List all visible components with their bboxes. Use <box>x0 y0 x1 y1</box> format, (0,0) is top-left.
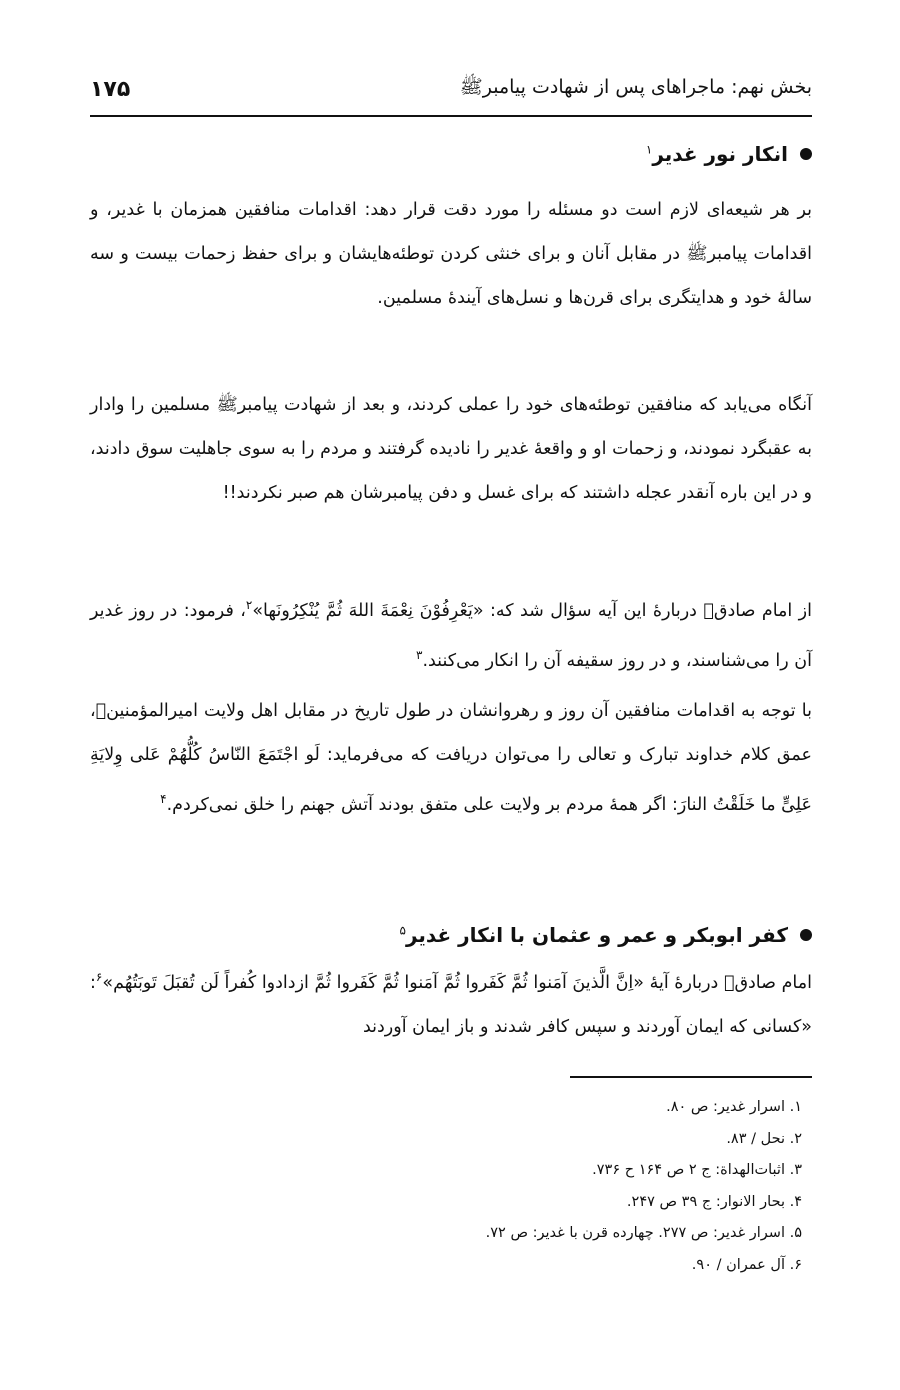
footnote-item: ۴. بحار الانوار: ج ۳۹ ص ۲۴۷. <box>626 1193 802 1210</box>
bullet-icon <box>800 148 812 160</box>
header-divider <box>90 115 812 117</box>
section-heading-disbelief <box>90 923 812 947</box>
bullet-icon <box>800 929 812 941</box>
paragraph-4: با توجه به اقدامات منافقین آن روز و رهروانشان در طول تاریخ در مقابل اهل ولایت امیرالمؤمنینؑ، عمق کلام خداوند تبارک و تعالی را می‌توان دریافت که می‌فرماید: لَو اجْتَمَعَ النّاسُ کُلُّهُمْ عَلی وِلایَةِ عَلِیٍّ ما خَلَقْتُ النارَ: اگر همهٔ مردم بر ولایت علی متفق بودند آتش جهنم را خلق نمی‌کردم.$^۴$ <box>90 701 812 815</box>
heading-text: کفر ابوبکر و عمر و عثمان با انکار غدیر$^۵$ <box>399 923 788 947</box>
footnote-item: ۳. اثبات‌الهداة: ج ۲ ص ۱۶۴ ح ۷۳۶. <box>592 1162 802 1178</box>
footnote-ref: ۴ <box>160 792 167 806</box>
footnote-ref: ۶ <box>95 970 103 984</box>
footnote-item: ۲. نحل / ۸۳. <box>726 1130 802 1147</box>
paragraph-3: از امام صادقؑ دربارهٔ این آیه سؤال شد که: «یَعْرِفُوْنَ نِعْمَةَ اللهَ ثُمَّ یُنْکِرُونَها»$^۲$، فرمود: در روز غدیر آن را می‌شناسند، و در روز سقیفه آن را انکار می‌کنند.$^۳$ <box>90 598 812 671</box>
page-number: ۱۷۵ <box>90 76 131 102</box>
paragraph-2: آنگاه می‌یابد که منافقین توطئه‌های خود را عملی کردند، و بعد از شهادت پیامبرﷺ مسلمین را وادار به عقبگرد نمودند، و زحمات او و واقعهٔ غدیر را نادیده گرفتند و مردم را به سوی جاهلیت سوق دادند، و در این باره آنقدر عجله داشتند که برای غسل و دفن پیامبرشان هم صبر نکردند!! <box>90 395 812 503</box>
footnote-item: ۱. اسرار غدیر: ص ۸۰. <box>666 1099 802 1115</box>
paragraph-1: بر هر شیعه‌ای لازم است دو مسئله را مورد دقت قرار دهد: اقدامات منافقین همزمان با غدیر، و اقدامات پیامبرﷺ در مقابل آنان و برای خنثی کردن توطئه‌هایشان و برای حفظ زحمات بیست و سه سالهٔ خود و هدایتگری برای قرن‌ها و نسل‌های آیندهٔ مسلمین. <box>90 200 812 308</box>
running-title: بخش نهم: ماجراهای پس از شهادت پیامبرﷺ <box>459 76 812 98</box>
page-header <box>90 74 812 104</box>
footnote-ref: ۲ <box>245 598 253 612</box>
heading-text: انکار نور غدیر$^۱$ <box>645 142 788 166</box>
footnotes-list <box>90 1092 812 1281</box>
footnote-item: ۵. اسرار غدیر: ص ۲۷۷. چهارده قرن با غدیر: ص ۷۲. <box>485 1225 802 1241</box>
section-heading-denial-of-ghadir <box>90 142 812 166</box>
paragraph-5: امام صادقؑ دربارهٔ آیهٔ «اِنَّ الَّذینَ آمَنوا ثُمَّ کَفَروا ثُمَّ آمَنوا ثُمَّ کَفَروا ثُمَّ ازدادوا کُفراً لَن تُقبَلَ تَوبَتُهُم»$^۶$: «کسانی که ایمان آوردند و سپس کافر شدند و باز ایمان آوردند <box>90 970 812 1037</box>
footnote-ref: ۳ <box>415 647 423 662</box>
footnote-ref: ۵ <box>399 923 406 938</box>
footnote-item: ۶. آل عمران / ۹۰. <box>691 1256 802 1273</box>
footnote-divider <box>570 1076 812 1078</box>
book-page <box>90 0 812 1390</box>
footnote-ref: ۱ <box>645 142 653 157</box>
